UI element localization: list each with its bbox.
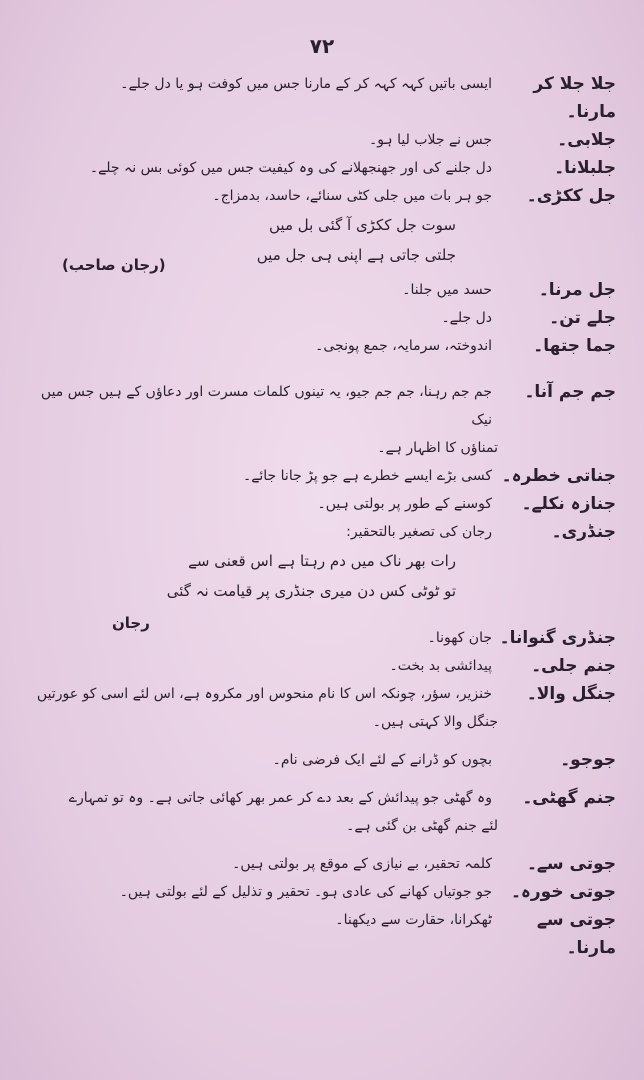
entry-term: جل مرنا۔ bbox=[538, 280, 616, 300]
entry-term: جنگل والا۔ bbox=[526, 684, 616, 704]
entry-definition: ایسی باتیں کہہ کہہ کر کے مارنا جس میں کوفت ہو یا دل جلے۔ bbox=[120, 76, 492, 92]
entry-jam-jam bbox=[22, 378, 616, 462]
entry-definition: ٹھکرانا، حقارت سے دیکھنا۔ bbox=[335, 912, 492, 928]
entry-definition: خنزیر، سؤر، چونکہ اس کا نام منحوس اور مکروہ ہے، اس لئے اسی کو عورتیں bbox=[36, 686, 492, 702]
entry-term: جل ککڑی۔ bbox=[526, 186, 616, 206]
entry-definition: جو جوتیاں کھانے کی عادی ہو۔ تحقیر و تذلیل کے لئے بولتی ہیں۔ bbox=[119, 884, 492, 900]
entry-jujju bbox=[22, 746, 616, 774]
entry-term: جنڈری۔ bbox=[551, 522, 616, 542]
entry-term: جلا جلا کر مارنا۔ bbox=[533, 74, 616, 122]
entry-jal-marna bbox=[22, 276, 616, 304]
entry-juti-khora bbox=[22, 878, 616, 906]
entry-jale-tan bbox=[22, 304, 616, 332]
entry-term: جوتی خورہ۔ bbox=[510, 882, 616, 902]
entry-definition-continued: جنگل والا کہتی ہیں۔ bbox=[372, 714, 498, 730]
entry-janam-ghutti bbox=[22, 784, 616, 840]
entry-janaza-nikle bbox=[22, 490, 616, 518]
entry-definition: جو ہر بات میں جلی کٹی سنائے، حاسد، بدمزاج۔ bbox=[212, 188, 492, 204]
entry-juti-se bbox=[22, 850, 616, 878]
verse-line: سوت جل ککڑی آ گئی بل میں bbox=[269, 216, 456, 234]
entry-definition: کوسنے کے طور پر بولتی ہیں۔ bbox=[317, 496, 492, 512]
entry-definition: رجان کی تصغیر بالتحقیر: bbox=[346, 524, 492, 540]
entry-jandri bbox=[22, 518, 616, 632]
entry-term: جم جم آنا۔ bbox=[524, 382, 616, 402]
verse-line: رات بھر ناک میں دم رہتا ہے اس قعنی سے bbox=[188, 552, 456, 570]
entry-term: جنم جلی۔ bbox=[531, 656, 616, 676]
entry-jala-jala bbox=[22, 70, 616, 126]
entry-janam-jali bbox=[22, 652, 616, 680]
entry-jama-jatha bbox=[22, 332, 616, 360]
entry-definition-continued: لئے جنم گھٹی بن گئی ہے۔ bbox=[346, 818, 498, 834]
verse-line: تو ٹوٹی کس دن میری جنڈری پر قیامت نہ گئی bbox=[166, 582, 456, 600]
entry-term: جناتی خطرہ۔ bbox=[501, 466, 616, 486]
entry-jal-kakri bbox=[22, 182, 616, 274]
entry-jandri-ganwana bbox=[22, 624, 616, 652]
entry-term: جوتی سے۔ bbox=[526, 854, 616, 874]
entry-definition-continued: تمناؤں کا اظہار ہے۔ bbox=[377, 440, 498, 456]
entry-jinnati-khatra bbox=[22, 462, 616, 490]
entry-definition: جان کھونا۔ bbox=[427, 630, 492, 646]
entry-definition: کلمہ تحقیر، بے نیازی کے موقع پر بولتی ہیں۔ bbox=[232, 856, 492, 872]
verse-line: جلتی جاتی ہے اپنی ہی جل میں bbox=[256, 246, 456, 264]
entry-term: جنازہ نکلے۔ bbox=[521, 494, 616, 514]
entry-definition: کسی بڑے ایسے خطرے ہے جو پڑ جانا جائے۔ bbox=[242, 468, 492, 484]
entry-definition: حسد میں جلنا۔ bbox=[402, 282, 492, 298]
entry-term: جنم گھٹی۔ bbox=[522, 788, 616, 808]
entry-term: جما جتھا۔ bbox=[533, 336, 616, 356]
entry-definition: دل جلے۔ bbox=[441, 310, 492, 326]
entry-definition: اندوختہ، سرمایہ، جمع پونجی۔ bbox=[315, 338, 492, 354]
entry-definition: بچوں کو ڈرانے کے لئے ایک فرضی نام۔ bbox=[272, 752, 492, 768]
entry-definition: وہ گھٹی جو پیدائش کے بعد دے کر عمر بھر کھائی جاتی ہے۔ وہ تو تمہارے bbox=[68, 790, 492, 806]
entry-term: جوتی سے مارنا۔ bbox=[536, 910, 616, 958]
entry-jangal-wala bbox=[22, 680, 616, 736]
entry-term: جلے تن۔ bbox=[549, 308, 616, 328]
attribution: (رجان صاحب) bbox=[62, 256, 166, 274]
entry-definition: پیدائشی بد بخت۔ bbox=[389, 658, 492, 674]
entry-jalabi bbox=[22, 126, 616, 154]
entry-juti-se-marna bbox=[22, 906, 616, 962]
entry-term: جنڈری گنوانا۔ bbox=[499, 628, 616, 648]
entry-definition: جس نے جلاب لیا ہو۔ bbox=[369, 132, 492, 148]
entry-definition: دل جلنے کی اور جھنجھلانے کی وہ کیفیت جس میں کوئی بس نہ چلے۔ bbox=[89, 160, 492, 176]
entry-jalbalana bbox=[22, 154, 616, 182]
entry-term: جوجو۔ bbox=[560, 750, 616, 770]
entry-term: جلبلانا۔ bbox=[554, 158, 616, 178]
entry-definition: جم جم رہنا، جم جم جیو، یہ تینوں کلمات مسرت اور دعاؤں کے ہیں جس میں نیک bbox=[40, 384, 492, 428]
entry-term: جلابی۔ bbox=[557, 130, 616, 150]
page-number: ۷۲ bbox=[309, 34, 335, 58]
dictionary-entries bbox=[22, 70, 616, 962]
attribution: رجان bbox=[112, 614, 150, 632]
